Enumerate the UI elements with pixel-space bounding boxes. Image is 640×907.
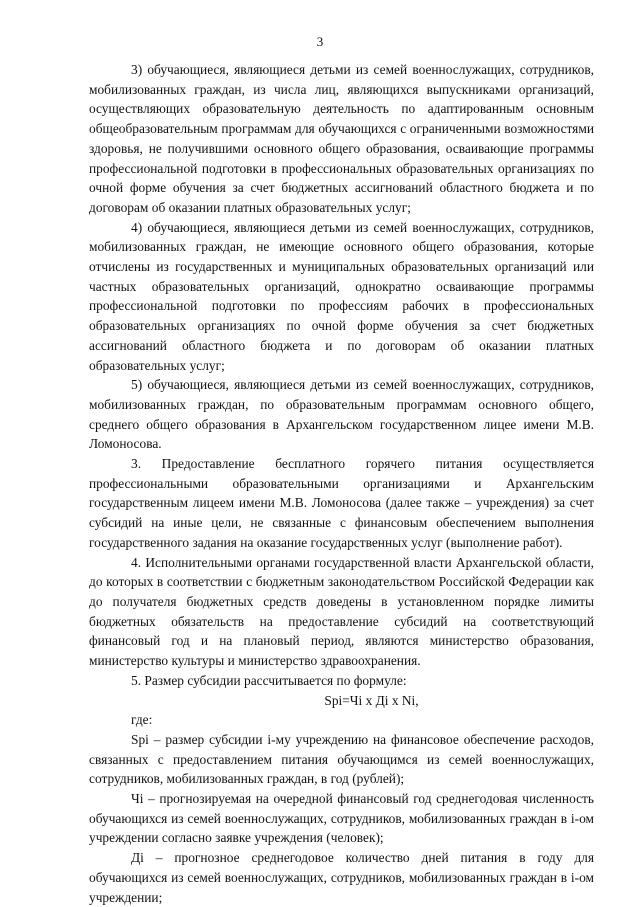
document-body xyxy=(89,60,594,907)
paragraph-clause-5: 5. Размер субсидии рассчитывается по формуле: xyxy=(131,672,407,688)
subsidy-formula: Spi=Чi х Дi х Ni, xyxy=(324,692,419,708)
paragraph-clause-3: 3. Предоставление бесплатного горячего питания осуществляется профессиональными образовательными организациями и Архангельским государственным лицеем имени М.В. Ломоносова (далее также – учреждения) за счет субсидий на иные цели, не связанные с финансовым обеспечением выполнения государственного задания на оказание государственных услуг (выполнение работ). xyxy=(89,456,594,550)
definition-spi: Spi – размер субсидии i-му учреждению на финансовое обеспечение расходов, связанных с предоставлением питания обучающимся из семей военнослужащих, сотрудников, мобилизованных граждан, в год (рублей); xyxy=(89,731,594,787)
where-label: где: xyxy=(131,712,153,728)
paragraph-item-3: 3) обучающиеся, являющиеся детьми из семей военнослужащих, сотрудников, мобилизованных граждан, из числа лиц, являющихся выпускниками организаций, осуществляющих образовательную деятельность по адаптированным основным общеобразовательным программам для обучающихся с ограниченными возможностями здоровья, не получившими основного общего образования, осваивающие программы профессиональной подготовки в профессиональных образовательных организациях по очной форме обучения за счет бюджетных ассигнований областного бюджета и по договорам об оказании платных образовательных услуг; xyxy=(89,62,594,215)
definition-chi: Чi – прогнозируемая на очередной финансовый год среднегодовая численность обучающихся из семей военнослужащих, сотрудников, мобилизованных граждан в i-ом учреждении согласно заявке учреждения (человек); xyxy=(89,791,594,846)
paragraph-item-5: 5) обучающиеся, являющиеся детьми из семей военнослужащих, сотрудников, мобилизованных граждан, по образовательным программам основного общего, среднего общего образования в Архангельском государственном лицее имени М.В. Ломоносова. xyxy=(89,377,594,452)
page-number: 3 xyxy=(316,34,324,49)
definition-di: Дi – прогнозное среднегодовое количество дней питания в году для обучающихся из семей военнослужащих, сотрудников, мобилизованных граждан в i-ом учреждении; xyxy=(89,850,594,905)
paragraph-clause-4: 4. Исполнительными органами государственной власти Архангельской области, до которых в соответствии с бюджетным законодательством Российской Федерации как до получателя бюджетных средств доведены в установленном порядке лимиты бюджетных обязательств на предоставление субсидий на соответствующий финансовый год и на плановый период, являются министерство образования, министерство культуры и министерство здравоохранения. xyxy=(89,554,594,669)
paragraph-item-4: 4) обучающиеся, являющиеся детьми из семей военнослужащих, сотрудников, мобилизованных граждан, не имеющие основного общего образования, которые отчислены из государственных и муниципальных образовательных организаций или частных образовательных организаций, однократно осваивающие программы профессиональной подготовки по профессиям рабочих в профессиональных образовательных организациях по очной форме обучения за счет бюджетных ассигнований областного бюджета и по договорам об оказании платных образовательных услуг; xyxy=(89,219,594,373)
